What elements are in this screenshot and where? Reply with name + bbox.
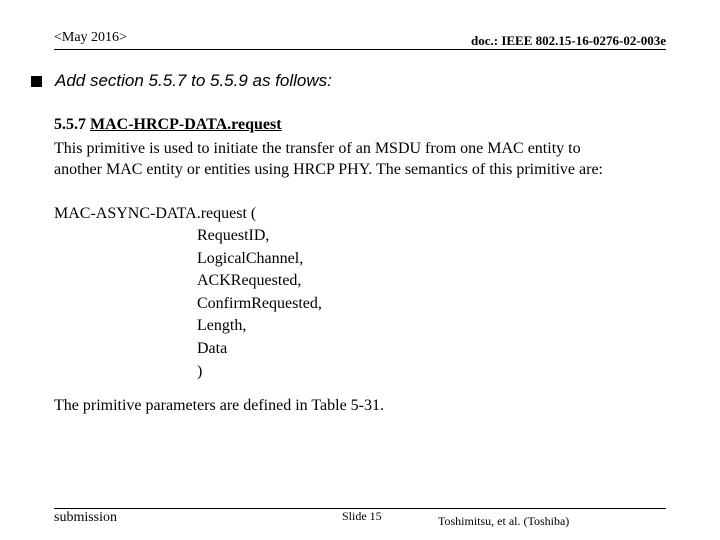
instruction-text: Add section 5.5.7 to 5.5.9 as follows: — [55, 71, 332, 90]
footer-author: Toshimitsu, et al. (Toshiba) — [438, 514, 570, 528]
square-bullet-icon — [31, 76, 42, 87]
section-number: 5.5.7 — [54, 116, 90, 133]
slide-number: Slide 15 — [342, 509, 382, 523]
header-divider — [54, 49, 666, 50]
closing-sentence: The primitive parameters are defined in Table 5-31. — [54, 397, 385, 414]
param-item: ACKRequested, — [197, 272, 302, 290]
primitive-name-line: MAC-ASYNC-DATA.request ( — [54, 205, 257, 222]
header-date: <May 2016> — [54, 30, 127, 45]
param-item: Length, — [197, 317, 247, 335]
primitive-params — [197, 225, 322, 383]
param-item: RequestID, — [197, 227, 270, 244]
param-item: ) — [197, 362, 203, 380]
header-doc-id: doc.: IEEE 802.15-16-0276-02-003e — [471, 33, 666, 48]
footer-label: submission — [54, 510, 118, 525]
param-item: Data — [197, 339, 228, 357]
param-item: LogicalChannel, — [197, 249, 304, 267]
param-item: ConfirmRequested, — [197, 294, 322, 312]
section-paragraph — [54, 138, 694, 180]
paragraph-line: This primitive is used to initiate the transfer of an MSDU from one MAC entity to — [54, 140, 581, 157]
section-title: MAC-HRCP-DATA.request — [90, 116, 282, 133]
paragraph-line: another MAC entity or entities using HRCP PHY. The semantics of this primitive are: — [54, 161, 603, 178]
section-heading — [54, 116, 282, 134]
